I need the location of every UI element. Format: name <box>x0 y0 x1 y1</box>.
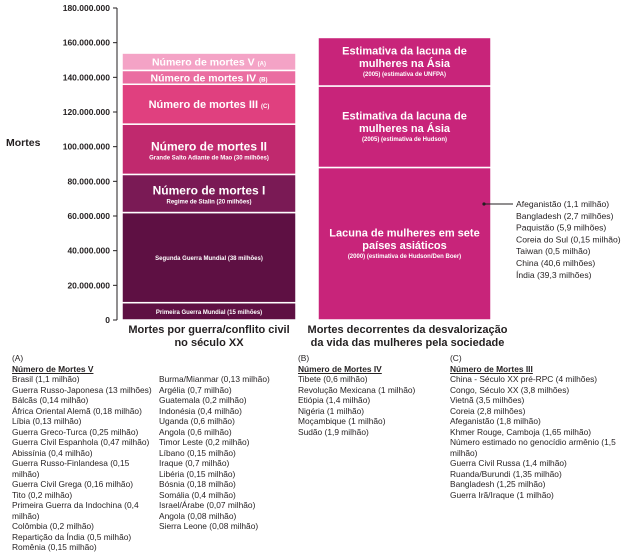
segment-title: Número de mortes V <box>151 56 255 69</box>
note-item: Romênia (0,15 milhão) <box>12 542 97 552</box>
notes-c-list <box>450 374 626 500</box>
note-item: Revolução Mexicana (1 milhão) <box>298 384 416 395</box>
segment-mark: (A) <box>257 61 267 68</box>
x-category-label: Mortes decorrentes da desvalorização da vida das mulheres pela sociedade <box>307 324 508 349</box>
notes-a-letter: (A) <box>12 353 24 363</box>
note-item: Afeganistão (1,8 milhão) <box>450 416 541 426</box>
callout-item: Coreia do Sul (0,15 milhão) <box>516 234 621 245</box>
y-tick-label: 140.000.000 <box>62 72 110 83</box>
notes-c <box>450 353 626 500</box>
note-item: Guatemala (0,2 milhão) <box>159 395 247 405</box>
callout-item: China (40,6 milhões) <box>516 258 596 268</box>
segment-subtitle: Regime de Stalin (20 milhões) <box>166 199 252 206</box>
notes-b-list <box>298 374 446 437</box>
callout-item: Índia (39,3 milhões) <box>516 269 592 280</box>
note-item: Argélia (0,7 milhão) <box>159 384 232 395</box>
segment-title: Estimativa da lacuna de mulheres na Ásia <box>342 45 467 71</box>
y-tick-label: 20.000.000 <box>67 280 110 291</box>
note-item: Burma/Mianmar (0,13 milhão) <box>159 374 270 384</box>
y-axis-label: Mortes <box>6 137 41 149</box>
note-item: Nigéria (1 milhão) <box>298 405 365 416</box>
segment-title: Estimativa da lacuna de mulheres na Ásia <box>342 110 467 136</box>
note-item: Guerra Civil Espanhola (0,47 milhão) <box>12 437 150 447</box>
note-item: Brasil (1,1 milhão) <box>12 374 80 384</box>
notes-b-title: Número de Mortes IV <box>298 363 382 374</box>
y-tick-label: 0 <box>105 315 110 325</box>
note-item: Israel/Árabe (0,07 milhão) <box>159 500 256 510</box>
x-category-label: Mortes por guerra/conflito civil no século XX <box>128 324 290 349</box>
callout-item: Afeganistão (1,1 milhão) <box>516 199 610 209</box>
y-tick-label: 40.000.000 <box>67 245 110 256</box>
notes-c-letter: (C) <box>450 353 462 363</box>
notes-a-title: Número de Mortes V <box>12 363 94 374</box>
note-item: Indonésia (0,4 milhão) <box>159 405 242 416</box>
note-item: Libéria (0,15 milhão) <box>159 468 236 479</box>
notes-a <box>12 353 302 553</box>
notes-a-column-1 <box>12 374 155 553</box>
note-item: Número estimado no genocídio armênio (1,5 milhão) <box>450 437 616 458</box>
note-item: Tibete (0,6 milhão) <box>298 374 368 384</box>
note-item: Guerra Civil Grega (0,16 milhão) <box>12 479 134 489</box>
note-item: Guerra Civil Russa (1,4 milhão) <box>450 458 567 468</box>
segment-mark: (C) <box>261 104 270 111</box>
note-item: Guerra Russo-Finlandesa (0,15 milhão) <box>12 458 130 479</box>
y-tick-label: 120.000.000 <box>62 107 110 117</box>
notes-a-column-2 <box>159 374 302 553</box>
note-item: Bangladesh (1,25 milhão) <box>450 479 546 489</box>
note-item: Guerra Irã/Iraque (1 milhão) <box>450 489 554 500</box>
note-item: Sierra Leone (0,08 milhão) <box>159 521 259 531</box>
note-item: Somália (0,4 milhão) <box>159 489 236 500</box>
segment-subtitle: Grande Salto Adiante de Mao (30 milhões) <box>149 155 269 162</box>
segment-subtitle: (2005) (estimativa de UNFPA) <box>363 72 446 79</box>
segment-title: Número de mortes I <box>152 183 266 198</box>
note-item: África Oriental Alemã (0,18 milhão) <box>12 405 142 416</box>
y-tick-label: 160.000.000 <box>62 37 110 48</box>
notes-b-letter: (B) <box>298 353 310 363</box>
callout-item: Taiwan (0,5 milhão) <box>516 246 591 257</box>
segment-title: Número de mortes II <box>150 139 268 154</box>
note-item: Etiópia (1,4 milhão) <box>298 395 371 405</box>
note-item: Moçambique (1 milhão) <box>298 416 386 426</box>
callout-item: Paquistão (5,9 milhões) <box>516 222 607 233</box>
note-item: Colômbia (0,2 milhão) <box>12 521 94 531</box>
segment-subtitle: (2005) (estimativa de Hudson) <box>361 137 448 144</box>
segment-mark: (B) <box>259 77 268 84</box>
note-item: Líbano (0,15 milhão) <box>159 447 236 458</box>
callout-dot <box>482 202 485 205</box>
note-item: Guerra Greco-Turca (0,25 milhão) <box>12 426 139 437</box>
y-tick-label: 80.000.000 <box>67 176 110 187</box>
note-item: China - Século XX pré-RPC (4 milhões) <box>450 374 598 384</box>
segment-label <box>151 72 268 84</box>
y-tick-label: 100.000.000 <box>62 141 110 152</box>
note-item: Coreia (2,8 milhões) <box>450 405 526 416</box>
notes-b <box>298 353 446 437</box>
segment-label <box>149 99 270 111</box>
note-item: Ruanda/Burundi (1,35 milhão) <box>450 468 562 479</box>
note-item: Angola (0,6 milhão) <box>159 426 232 437</box>
note-item: Sudão (1,9 milhão) <box>298 426 369 437</box>
y-tick-label: 60.000.000 <box>67 211 110 221</box>
note-item: Iraque (0,7 milhão) <box>159 458 230 468</box>
note-item: Líbia (0,13 milhão) <box>12 416 82 426</box>
callout-item: Bangladesh (2,7 milhões) <box>516 210 614 221</box>
note-item: Repartição da Índia (0,5 milhão) <box>12 531 132 542</box>
segment-title: Número de mortes III <box>148 99 259 112</box>
note-item: Abissínia (0,4 milhão) <box>12 447 93 458</box>
y-tick-label: 180.000.000 <box>62 3 110 13</box>
notes-c-title: Número de Mortes III <box>450 363 533 374</box>
note-item: Uganda (0,6 milhão) <box>159 416 235 426</box>
segment-title: Primeira Guerra Mundial (15 milhões) <box>155 309 263 316</box>
note-item: Angola (0,08 milhão) <box>159 510 237 521</box>
note-item: Tito (0,2 milhão) <box>12 489 73 500</box>
segment-title: Lacuna de mulheres em sete países asiáticos <box>329 227 480 253</box>
note-item: Timor Leste (0,2 milhão) <box>159 437 250 447</box>
note-item: Khmer Rouge, Camboja (1,65 milhão) <box>450 426 592 437</box>
note-item: Vietnã (3,5 milhões) <box>450 395 525 405</box>
note-item: Bálcãs (0,14 milhão) <box>12 395 89 405</box>
note-item: Guerra Russo-Japonesa (13 milhões) <box>12 384 152 395</box>
note-item: Bósnia (0,18 milhão) <box>159 479 236 489</box>
segment-title: Número de mortes IV <box>150 72 257 85</box>
note-item: Primeira Guerra da Indochina (0,4 milhão) <box>12 500 139 521</box>
note-item: Congo, Século XX (3,8 milhões) <box>450 384 570 395</box>
segment-subtitle: (2000) (estimativa de Hudson/Den Boer) <box>347 254 462 261</box>
segment-title: Segunda Guerra Mundial (38 milhões) <box>155 256 263 263</box>
segment-label <box>152 57 266 69</box>
